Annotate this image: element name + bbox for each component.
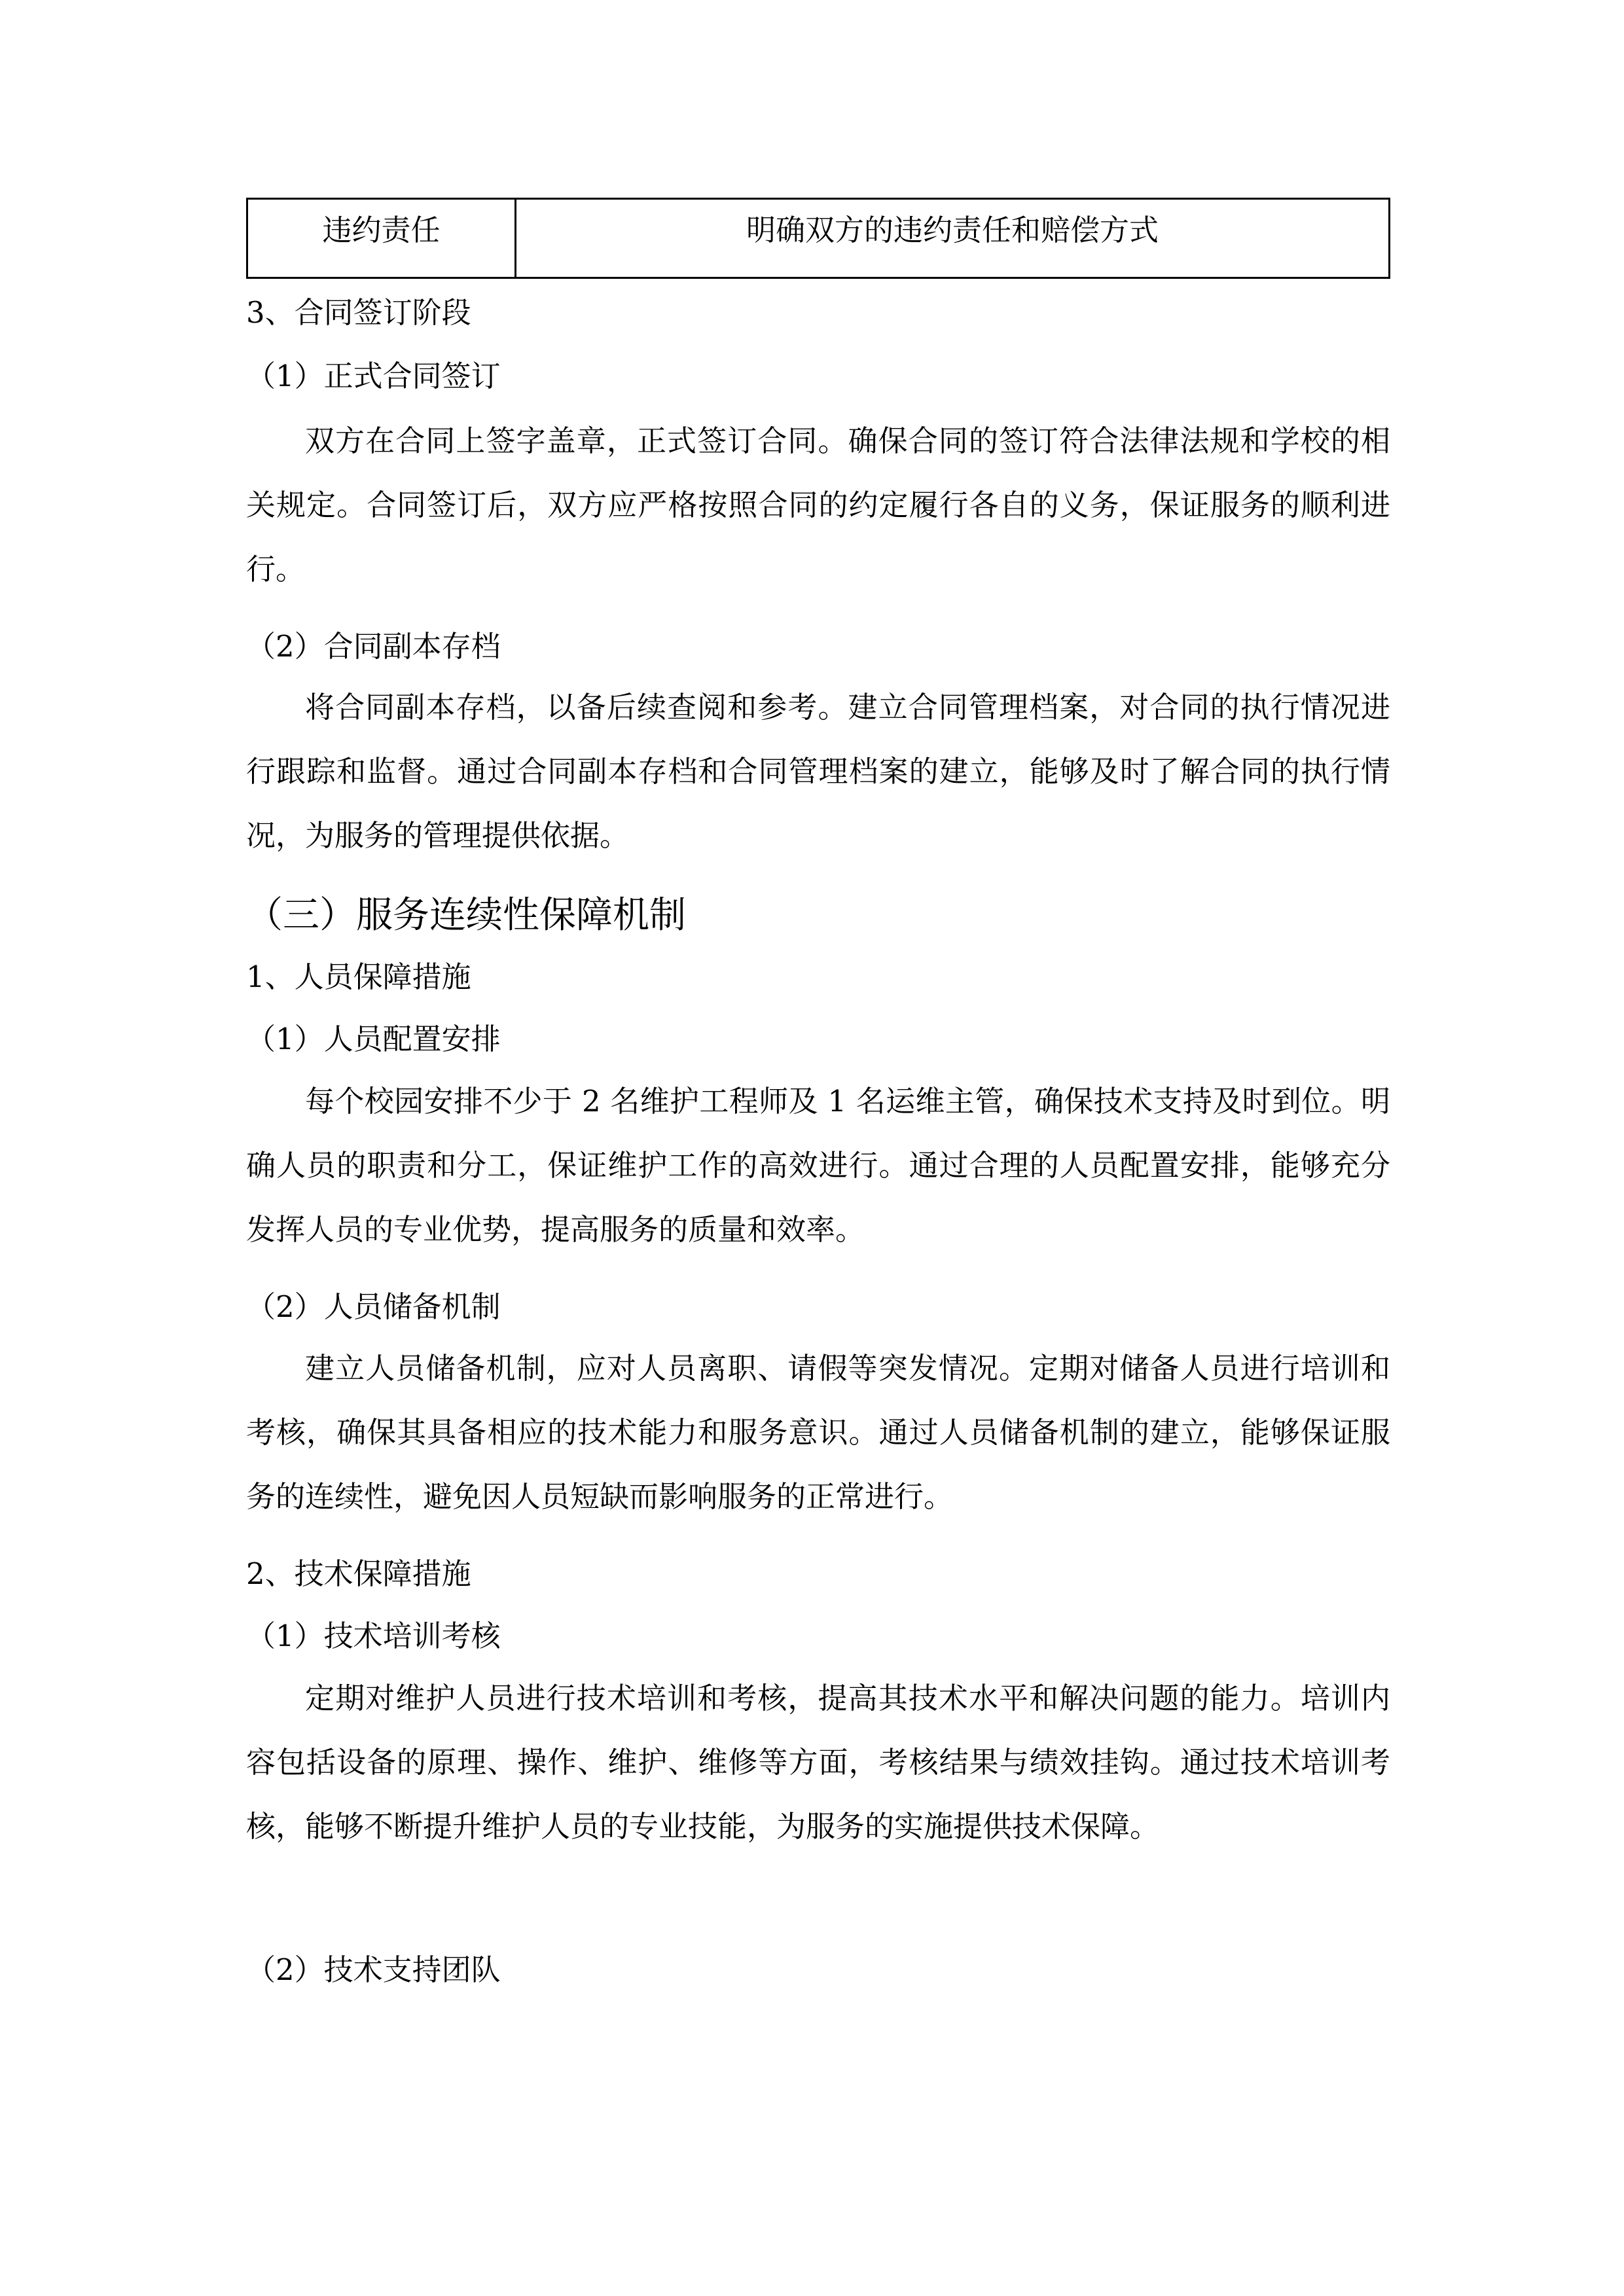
paragraph-staff-reserve: 建立人员储备机制，应对人员离职、请假等突发情况。定期对储备人员进行培训和考核，确保其具备相应的技术能力和服务意识。通过人员储备机制的建立，能够保证服务的连续性，避免因人员短缺而影响服务的正常进行。 [246,1351,1390,1514]
table-cell-content: 明确双方的违约责任和赔偿方式 [516,199,1390,278]
heading-technical-training: （1）技术培训考核 [246,1619,501,1653]
paragraph-contract-archive: 将合同副本存档，以备后续查阅和参考。建立合同管理档案，对合同的执行情况进行跟踪和监督。通过合同副本存档和合同管理档案的建立，能够及时了解合同的执行情况，为服务的管理提供依据。 [246,690,1390,853]
heading-staff-allocation: （1）人员配置安排 [246,1022,501,1056]
heading-contract-archive: （2）合同副本存档 [246,629,501,664]
paragraph-technical-training: 定期对维护人员进行技术培训和考核，提高其技术水平和解决问题的能力。培训内容包括设备的原理、操作、维护、维修等方面，考核结果与绩效挂钩。通过技术培训考核，能够不断提升维护人员的专业技能，为服务的实施提供技术保障。 [246,1681,1390,1844]
table-cell-label: 违约责任 [247,199,516,278]
heading-staff-reserve: （2）人员储备机制 [246,1289,501,1324]
heading-technical-measures: 2、技术保障措施 [246,1556,471,1591]
heading-technical-support-team: （2）技术支持团队 [246,1952,501,1987]
paragraph-staff-allocation: 每个校园安排不少于 2 名维护工程师及 1 名运维主管，确保技术支持及时到位。明确人员的职责和分工，保证维护工作的高效进行。通过合理的人员配置安排，能够充分发挥人员的专业优势，提高服务的质量和效率。 [246,1084,1390,1247]
contract-terms-table [246,198,1390,279]
heading-personnel-measures: 1、人员保障措施 [246,960,471,994]
heading-formal-signing: （1）正式合同签订 [246,359,501,393]
table-row [247,199,1390,278]
heading-service-continuity: （三）服务连续性保障机制 [246,894,686,937]
paragraph-formal-signing: 双方在合同上签字盖章，正式签订合同。确保合同的签订符合法律法规和学校的相关规定。合同签订后，双方应严格按照合同的约定履行各自的义务，保证服务的顺利进行。 [246,423,1390,586]
heading-contract-signing: 3、合同签订阶段 [246,295,471,330]
